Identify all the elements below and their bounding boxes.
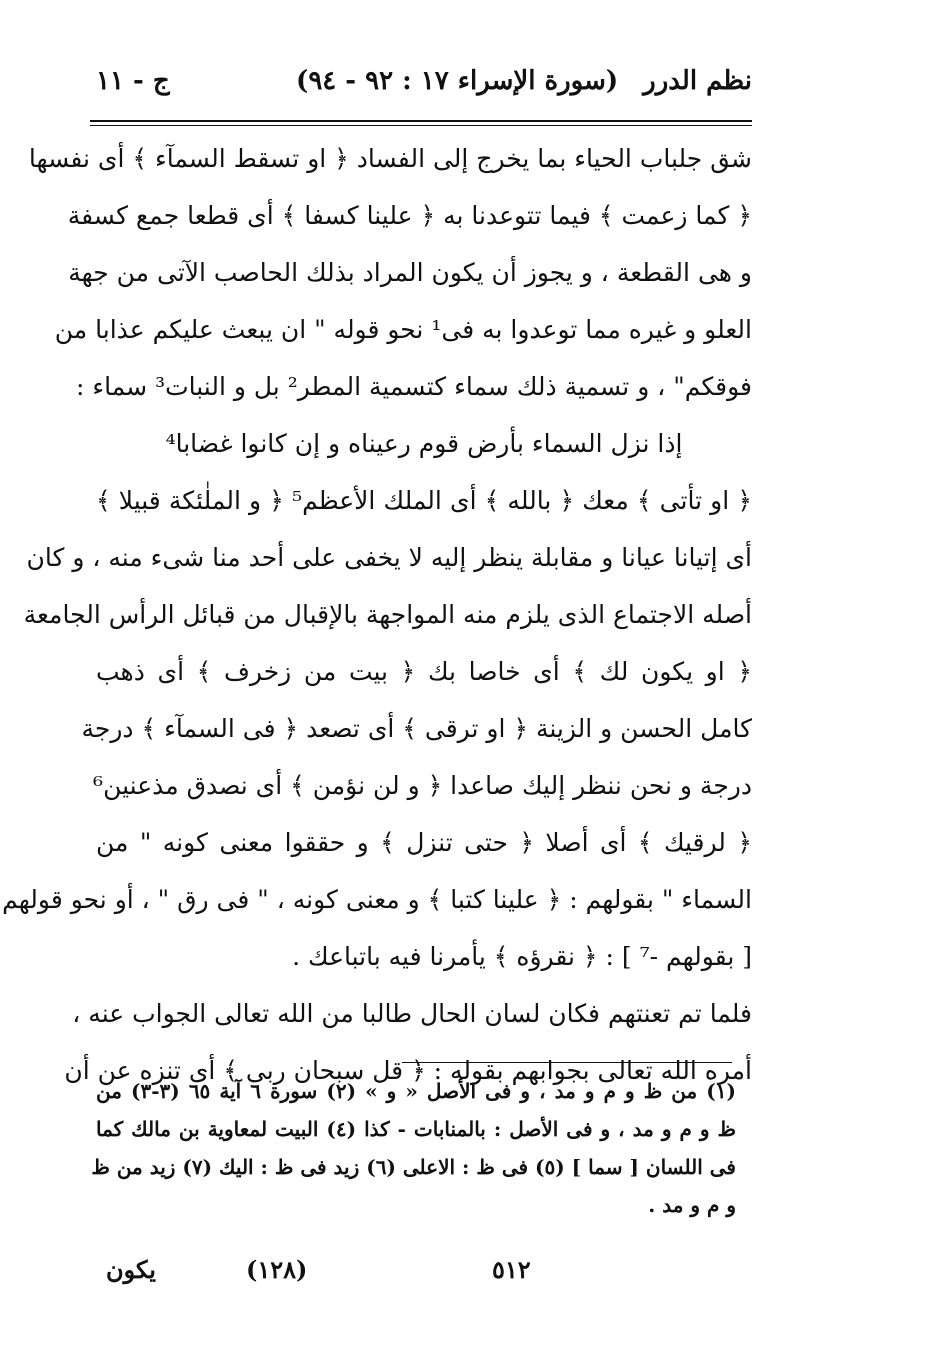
text-line-content: السماء " بقولهم : ﴿ علينا كتبا ﴾ و معنى كونه ، " فى رق " ، أو نحو قولهم (2, 885, 752, 914)
text-line (2, 871, 752, 928)
text-line-content: إذا نزل السماء بأرض قوم رعيناه و إن كانوا غضابا⁴ (165, 429, 683, 458)
text-line (68, 244, 752, 301)
text-line (72, 985, 752, 1042)
text-line-content: [ بقولهم -⁷ ] : ﴿ نقرؤه ﴾ يأمرنا فيه باتباعك . (292, 942, 752, 971)
text-line (81, 700, 752, 757)
page-footer (96, 1255, 752, 1295)
text-line-content: أى إتيانا عيانا و مقابلة ينظر إليه لا يخفى على أحد منا شىء منه ، و كان (26, 543, 752, 572)
text-line-content: ﴿ لرقيك ﴾ أى أصلا ﴿ حتى تنزل ﴾ و حققوا معنى كونه " من (96, 828, 752, 857)
text-line (23, 586, 752, 643)
text-line-content: كامل الحسن و الزينة ﴿ او ترقى ﴾ أى تصعد ﴿ فى السمآء ﴾ درجة (81, 714, 752, 743)
text-line (67, 187, 752, 244)
footnote-separator (402, 1062, 732, 1063)
text-line-content: أمره الله تعالى بجوابهم بقوله : ﴿ قل سبحان ربى ﴾ أى تنزه عن أن (64, 1056, 752, 1085)
text-line (28, 130, 752, 187)
text-line (26, 529, 752, 586)
part-number: ج - ١١ (96, 66, 170, 96)
text-line-content: ﴿ كما زعمت ﴾ فيما تتوعدنا به ﴿ علينا كسفا ﴾ أى قطعا جمع كسفة (67, 201, 752, 230)
running-header (96, 62, 752, 110)
text-line-content: شق جلباب الحياء بما يخرج إلى الفساد ﴿ او تسقط السمآء ﴾ أى نفسها (28, 144, 752, 173)
text-line-content: فوقكم" ، و تسمية ذلك سماء كتسمية المطر² بل و النبات³ سماء : (75, 372, 752, 401)
book-title: نظم الدرر (643, 66, 752, 96)
signature-mark: (١٢٨) (246, 1255, 308, 1284)
header-rule-thin (90, 125, 752, 126)
footnote-line: فى اللسان [ سما ] (٥) فى ظ : الاعلى (٦) زيد فى ظ : اليك (٧) زيد من ظ (91, 1155, 736, 1179)
text-line (54, 301, 752, 358)
text-line-content: و هى القطعة ، و يجوز أن يكون المراد بذلك الحاصب الآتى من جهة (68, 258, 752, 287)
text-line (96, 415, 752, 472)
footnote-line: و م و مد . (648, 1193, 736, 1217)
footnote-line: (١) من ظ و م و مد ، و فى الأصل « و » (٢) سورة ٦ آية ٦٥ (٣-٣) من (96, 1079, 736, 1103)
text-line-content: درجة و نحن ننظر إليك صاعدا ﴿ و لن نؤمن ﴾ أى نصدق مذعنين⁶ (93, 771, 752, 800)
footnotes (91, 1072, 736, 1224)
text-line (96, 643, 752, 700)
text-line-content: فلما تم تعنتهم فكان لسان الحال طالبا من الله تعالى الجواب عنه ، (72, 999, 752, 1028)
text-line (96, 814, 752, 871)
text-line-content: العلو و غيره مما توعدوا به فى¹ نحو قوله " ان يبعث عليكم عذابا من (54, 315, 752, 344)
main-text (2, 130, 752, 1099)
text-line (93, 757, 752, 814)
catchword: يكون (106, 1255, 156, 1284)
text-line-content: ﴿ او يكون لك ﴾ أى خاصا بك ﴿ بيت من زخرف ﴾ أى ذهب (96, 657, 752, 686)
text-line (75, 358, 752, 415)
header-rule-thick (90, 120, 752, 122)
page-number: ٥١٢ (492, 1255, 531, 1284)
text-line-content: أصله الاجتماع الذى يلزم منه المواجهة بالإقبال من قبائل الرأس الجامعة (23, 600, 752, 629)
footnote-line: ظ و م و مد ، و فى الأصل : بالمنابات - كذا (٤) البيت لمعاوية بن مالك كما (96, 1117, 736, 1141)
text-line-content: ﴿ او تأتى ﴾ معك ﴿ بالله ﴾ أى الملك الأعظم⁵ ﴿ و الملٰئكة قبيلا ﴾ (96, 486, 752, 515)
text-line (96, 472, 752, 529)
surah-reference: (سورة الإسراء ١٧ : ٩٢ - ٩٤) (296, 66, 619, 96)
text-line (96, 928, 752, 985)
